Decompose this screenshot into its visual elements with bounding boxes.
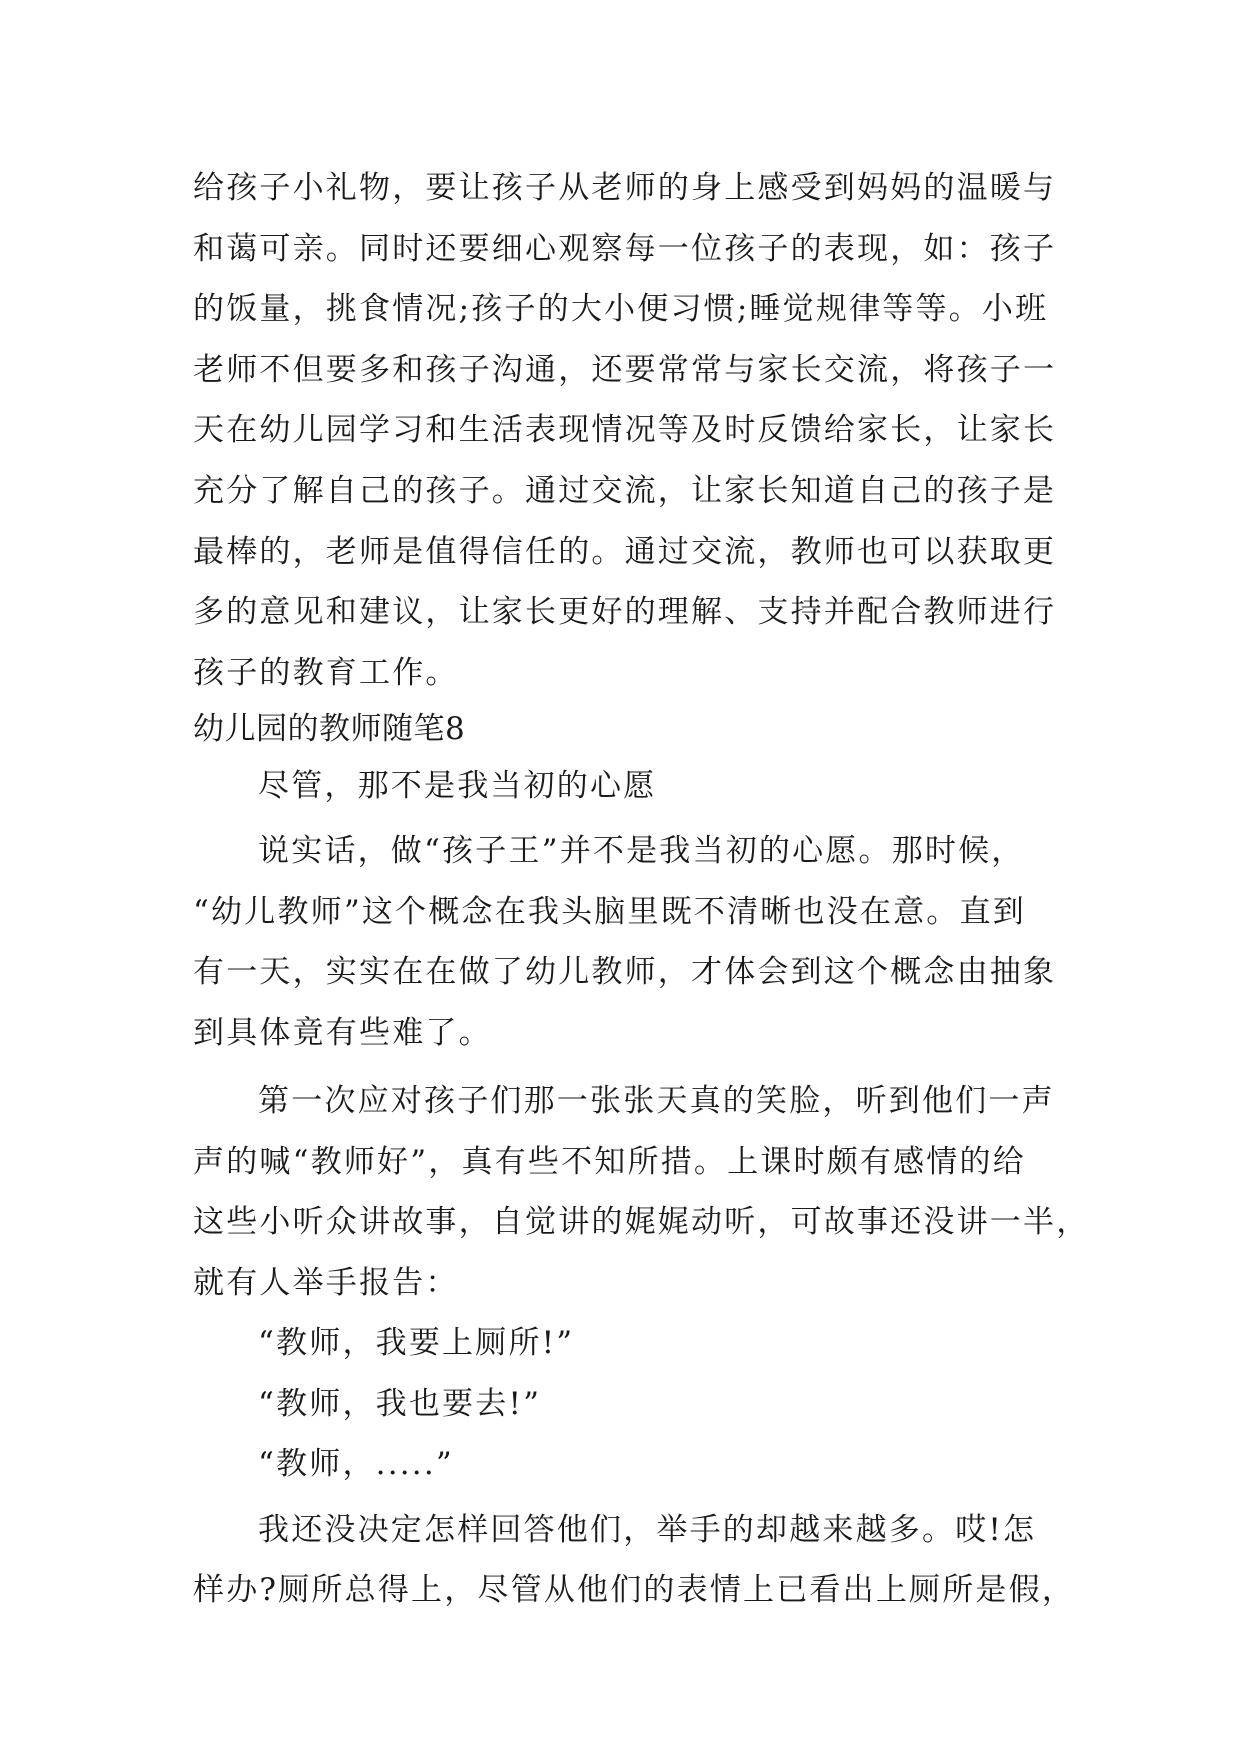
text-line: 多的意见和建议，让家长更好的理解、支持并配合教师进行 [193, 594, 1057, 630]
text-line: 给孩子小礼物，要让孩子从老师的身上感受到妈妈的温暖与 [193, 170, 1057, 206]
text-line: 和蔼可亲。同时还要细心观察每一位孩子的表现，如：孩子 [193, 231, 1057, 267]
text-line: 有一天，实实在在做了幼儿教师，才体会到这个概念由抽象 [193, 954, 1057, 990]
text-line: 最棒的，老师是值得信任的。通过交流，教师也可以获取更 [193, 534, 1057, 570]
section-heading: 幼儿园的教师随笔8 [193, 711, 466, 747]
text-line: 第一次应对孩子们那一张张天真的笑脸，听到他们一声 [258, 1083, 1055, 1119]
text-line: 就有人举手报告： [193, 1265, 459, 1301]
text-line: 孩子的教育工作。 [193, 655, 459, 691]
text-line: 我还没决定怎样回答他们，举手的却越来越多。哎!怎 [258, 1512, 1037, 1548]
dialogue-line: “教师，我也要去!” [258, 1386, 542, 1422]
text-line: 样办?厕所总得上，尽管从他们的表情上已看出上厕所是假， [193, 1572, 1076, 1608]
dialogue-line: “教师，.....” [258, 1446, 454, 1482]
text-line: 这些小听众讲故事，自觉讲的娓娓动听，可故事还没讲一半， [193, 1204, 1090, 1240]
text-line: 的饭量，挑食情况;孩子的大小便习惯;睡觉规律等等。小班 [193, 291, 1049, 327]
text-line: “幼儿教师”这个概念在我头脑里既不清晰也没在意。直到 [193, 894, 1026, 930]
text-line: 天在幼儿园学习和生活表现情况等及时反馈给家长，让家长 [193, 412, 1057, 448]
text-line: 老师不但要多和孩子沟通，还要常常与家长交流，将孩子一 [193, 352, 1057, 388]
dialogue-line: “教师，我要上厕所!” [258, 1325, 575, 1361]
subtitle: 尽管，那不是我当初的心愿 [258, 768, 657, 804]
text-line: 说实话，做“孩子王”并不是我当初的心愿。那时候， [258, 833, 1025, 869]
text-line: 声的喊“教师好”，真有些不知所措。上课时颇有感情的给 [193, 1144, 1026, 1180]
text-line: 充分了解自己的孩子。通过交流，让家长知道自己的孩子是 [193, 473, 1057, 509]
text-line: 到具体竟有些难了。 [193, 1015, 492, 1051]
